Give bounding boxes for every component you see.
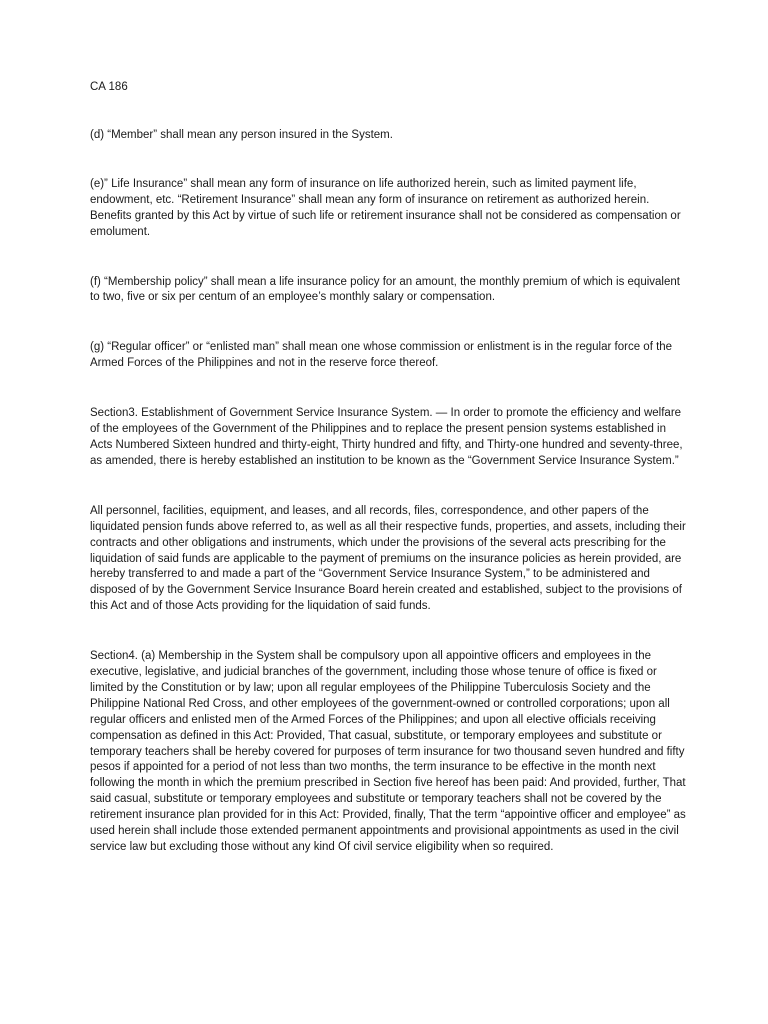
paragraph-section-3: Section3. Establishment of Government Service Insurance System. — In order to promote the efficiency and welfare of the employees of the Government of the Philippines and to replace the present pension systems established in Acts Numbered Sixteen hundred and thirty-eight, Thirty hundred and fifty, and Thirty-one hundred and seventy-three, as amended, there is hereby established an institution to be known as the “Government Service Insurance System.” <box>90 407 683 467</box>
paragraph-membership-policy-definition: (f) “Membership policy” shall mean a life insurance policy for an amount, the monthly premium of which is equivalent to two, five or six per centum of an employee’s monthly salary or compensation. <box>90 275 680 304</box>
paragraph-member-definition: (d) “Member” shall mean any person insured in the System. <box>90 129 393 141</box>
paragraph-section-4: Section4. (a) Membership in the System shall be compulsory upon all appointive officers and employees in the executive, legislative, and judicial branches of the government, including those whose tenure of office is fixed or limited by the Constitution or by law; upon all regular employees of the Philippine Tuberculosis Society and the Philippine National Red Cross, and other employees of the government-owned or controlled corporations; upon all regular officers and enlisted men of the Armed Forces of the Philippines; and upon all elective officials receiving compensation as defined in this Act: Provided, That casual, substitute, or temporary employees and substitute or temporary teachers shall be hereby covered for purposes of term insurance for two thousand seven hundred and fifty pesos if appointed for a period of not less than two months, the term insurance to be effective in the month next following the month in which the premium prescribed in Section five hereof has been paid: And provided, further, That said casual, substitute or temporary employees and substitute or temporary teachers shall not be covered by the retirement insurance plan provided for in this Act: Provided, finally, That the term “appointive officer and employee” as used herein shall include those extended permanent appointments and provisional appointments as used in the civil service law but excluding those without any kind Of civil service eligibility when so required. <box>90 650 686 853</box>
paragraph-life-insurance-definition: (e)” Life Insurance” shall mean any form of insurance on life authorized herein, such as limited payment life, endowment, etc. “Retirement Insurance” shall mean any form of insurance on retirement as authorized herein. Benefits granted by this Act by virtue of such life or retirement insurance shall not be considered as compensation or emolument. <box>90 177 681 238</box>
document-title: CA 186 <box>90 81 128 93</box>
paragraph-regular-officer-definition: (g) “Regular officer” or “enlisted man” shall mean one whose commission or enlistment is in the regular force of the Armed Forces of the Philippines and not in the reserve force thereof. <box>90 341 673 370</box>
document-page <box>90 79 686 856</box>
paragraph-section-3-transfer: All personnel, facilities, equipment, and leases, and all records, files, correspondence, and other papers of the liquidated pension funds above referred to, as well as all their respective funds, properties, and assets, including their contracts and other obligations and instruments, which under the provisions of the several acts prescribing for the liquidation of said funds are applicable to the payment of premiums on the insurance policies as herein provided, are hereby transferred to and made a part of the “Government Service Insurance System,” to be administered and disposed of by the Government Service Insurance Board herein created and established, subject to the provisions of this Act and of those Acts providing for the liquidation of said funds. <box>90 504 686 613</box>
